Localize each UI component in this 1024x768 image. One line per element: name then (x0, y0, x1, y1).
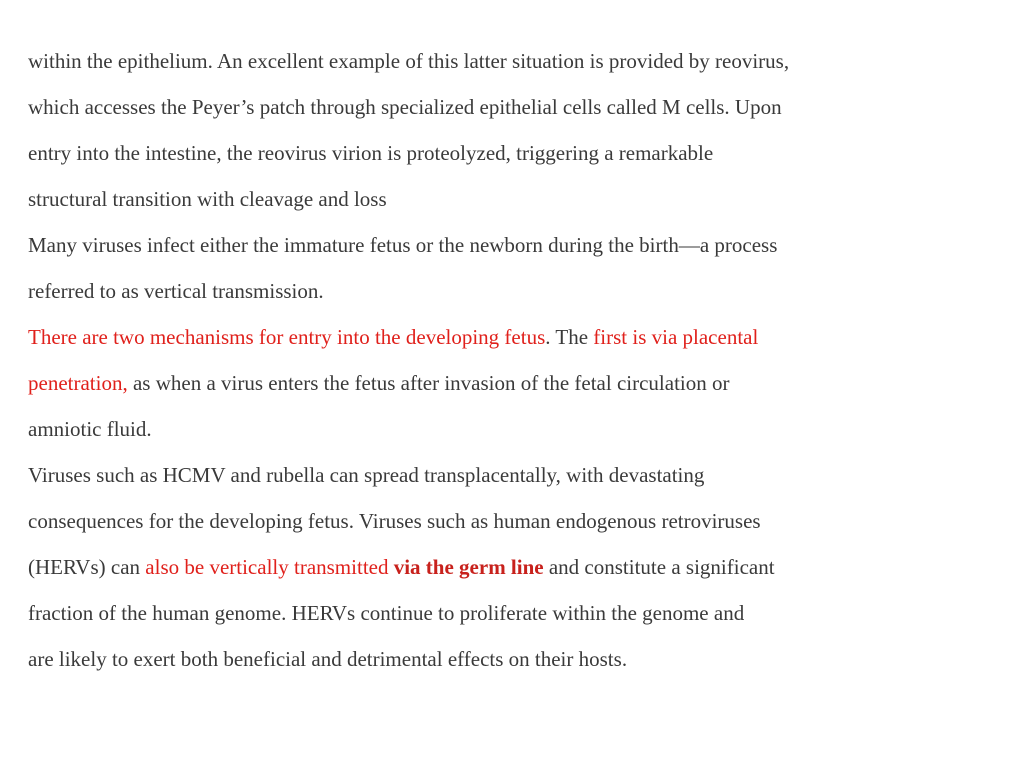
text-segment: as when a virus enters the fetus after invasion of the fetal circulation or (127, 371, 730, 395)
text-line-7 (28, 314, 958, 360)
text-segment: and constitute a significant (543, 555, 775, 579)
text-line-10: Viruses such as HCMV and rubella can spread transplacentally, with devastating (28, 463, 705, 487)
text-line-8 (28, 360, 958, 406)
highlight-vertically-transmitted: also be vertically transmitted (145, 555, 394, 579)
text-line-3: entry into the intestine, the reovirus virion is proteolyzed, triggering a remarkable (28, 141, 714, 165)
text-line-4: structural transition with cleavage and loss (28, 187, 387, 211)
text-segment: (HERVs) can (28, 555, 146, 579)
text-line-1: within the epithelium. An excellent example of this latter situation is provided by reovirus, (28, 49, 790, 73)
text-line-14: are likely to exert both beneficial and detrimental effects on their hosts. (28, 647, 628, 671)
text-line-2: which accesses the Peyer’s patch through specialized epithelial cells called M cells. Upon (28, 95, 782, 119)
highlight-two-mechanisms: There are two mechanisms for entry into the developing fetus (28, 325, 546, 349)
text-line-6: referred to as vertical transmission. (28, 279, 324, 303)
text-line-13: fraction of the human genome. HERVs continue to proliferate within the genome and (28, 601, 745, 625)
highlight-penetration: penetration, (28, 371, 128, 395)
highlight-germ-line: via the germ line (393, 555, 544, 579)
text-segment: . The (545, 325, 594, 349)
highlight-placental: first is via placental (593, 325, 759, 349)
text-line-5: Many viruses infect either the immature fetus or the newborn during the birth—a process (28, 233, 778, 257)
text-line-11: consequences for the developing fetus. Viruses such as human endogenous retroviruses (28, 509, 761, 533)
body-text (28, 38, 958, 682)
text-line-9: amniotic fluid. (28, 417, 152, 441)
text-line-12 (28, 544, 958, 590)
